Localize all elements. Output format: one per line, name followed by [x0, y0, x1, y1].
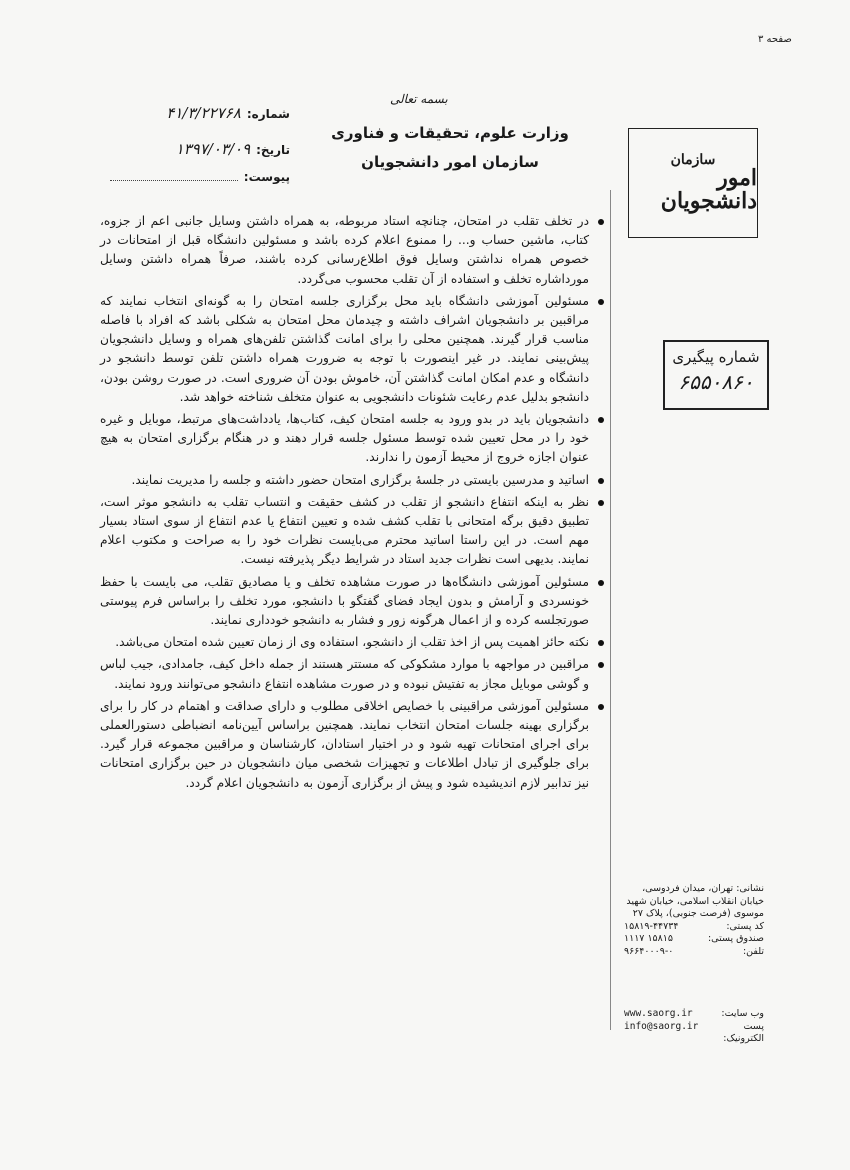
organization-logo	[628, 128, 758, 238]
footer-address	[624, 883, 764, 958]
phone-label: تلفن:	[742, 945, 764, 957]
list-item: نکته حائز اهمیت پس از اخذ تقلب از دانشجو، استفاده وی از زمان تعیین شده امتحان می‌باشد.	[100, 633, 589, 652]
margin-divider	[610, 190, 611, 1030]
logo-line2: امور دانشجویان	[660, 165, 757, 215]
page-number: صفحه ۳	[758, 34, 792, 45]
list-item: نظر به اینکه انتفاع دانشجو از تقلب در کشف حقیقت و انتساب تقلب به دانشجو موثر است، تطبیق دقیق برگه امتحانی با تقلب کشف شده و تعیین انتفاع یا عدم انتفاع از سوی استاد بسیار مهم است. در این راستا اساتید محترم می‌بایست نظرات خود را به صراحت و مکتوب اعلام نمایند. بدیهی است نظرات جدید استاد در شرایط دیگر پذیرفته نیست.	[100, 493, 589, 570]
date-label: تاریخ:	[256, 143, 290, 157]
footer-web	[624, 1008, 764, 1046]
postal-label: کد پستی:	[726, 920, 764, 932]
tracking-value: ۶۵۵۰۸۶۰	[678, 370, 754, 394]
pobox-value: ۱۵۸۱۵ ۱۱۱۷	[624, 933, 673, 944]
organization-title: سازمان امور دانشجویان	[361, 153, 539, 171]
tracking-number-box	[663, 340, 769, 410]
letter-number-row	[110, 104, 290, 122]
website-link[interactable]: www.saorg.ir	[624, 1008, 693, 1019]
website-label: وب سایت:	[721, 1008, 764, 1019]
email-link[interactable]: info@saorg.ir	[624, 1020, 699, 1032]
bismillah-heading: بسمه تعالی	[390, 92, 448, 106]
date-value: ۱۳۹۷/۰۳/۰۹	[175, 140, 251, 158]
phone-value: ۹۶۶۴۰۰۰۹-۰	[624, 945, 674, 957]
address-label: نشانی:	[736, 883, 764, 894]
list-item: مسئولین آموزشی مراقبینی با خصایص اخلاقی مطلوب و دارای صداقت و اهتمام در کار را برای برگزاری بهینه جلسات امتحان انتخاب نمایند. همچنین براساس آیین‌نامه انضباطی دستورالعملی برای اجرای امتحانات تهیه شود و در اختیار استادان، کارشناسان و مراقبین مجموعه قرار گیرد. برای جلوگیری از تبادل اطلاعات و تجهیزات شخصی میان دانشجویان در حین برگزاری امتحانات نیز تدابیر لازم اندیشیده شود و پیش از برگزاری آزمون به دانشجویان اعلام گردد.	[100, 697, 589, 793]
pobox-label: صندوق پستی:	[707, 933, 764, 944]
postal-value: ۱۵۸۱۹-۴۴۷۳۴	[624, 920, 679, 932]
ministry-title: وزارت علوم، تحقیقات و فناوری	[331, 124, 569, 142]
bullet-list	[100, 212, 605, 793]
number-label: شماره:	[246, 107, 290, 121]
attachment-label: پیوست:	[243, 170, 290, 184]
list-item: مسئولین آموزشی دانشگاه‌ها در صورت مشاهده تخلف و یا مصادیق تقلب، می بایست با حفظ خونسردی و آرامش و بدون ایجاد فضای گفتگو با دانشجو، مورد تخلف را براساس فرم پیوستی صورتجلسه کرده و از اعمال هرگونه زور و فشار به دانشجو خودداری نمایند.	[100, 573, 589, 631]
list-item: اساتید و مدرسین بایستی در جلسهٔ برگزاری امتحان حضور داشته و جلسه را مدیریت نمایند.	[100, 471, 589, 490]
attachment-row	[110, 170, 290, 184]
logo-line1: سازمان	[670, 151, 716, 168]
tracking-label: شماره پیگیری	[672, 348, 760, 366]
list-item: مسئولین آموزشی دانشگاه باید محل برگزاری جلسه امتحان را به گونه‌ای انتخاب نمایند که مراقبین بر دانشجویان اشراف داشته و چیدمان محل امتحان به شکلی باشد که افراد با فاصله مناسب قرار گیرند. همچنین محلی را برای امانت گذاشتن تلفن‌های همراه و وسایل دانشجویان پیش‌بینی نمایند. در غیر اینصورت با توجه به ضرورت همراه داشتن تلفن توسط دانشجو در دانشگاه و عدم امکان امانت گذاشتن آن، خاموش بودن آن ضروری است. در صورت روشن بودن، دانشجو بدلیل عدم رعایت شئونات دانشجویی به عنوان متخلف شناخته خواهد شد.	[100, 292, 589, 407]
email-label: پست الکترونیک:	[723, 1020, 764, 1044]
letter-body	[100, 212, 605, 796]
list-item: در تخلف تقلب در امتحان، چنانچه استاد مربوطه، به همراه داشتن وسایل جانبی اعم از جزوه، کتاب، ماشین حساب و... را ممنوع اعلام کرده باشد و مسئولین دانشگاه قبل از امتحانات در خصوص همراه نداشتن وسایل فوق اطلاع‌رسانی کرده باشند، صرفاً همراه داشتن وسایل مورداشاره تخلف و استفاده از آن تقلب محسوب می‌گردد.	[100, 212, 589, 289]
number-value: ۴۱/۳/۲۲۷۶۸	[166, 104, 241, 122]
list-item: مراقبین در مواجهه با موارد مشکوکی که مستتر هستند از جمله داخل کیف، جامدادی، جیب لباس و گوشی موبایل مجاز به تفتیش نبوده و در صورت مشاهده انتفاع دانشجو می‌توانند ورود نمایند.	[100, 655, 589, 693]
letter-date-row	[110, 140, 290, 158]
attachment-dots	[110, 170, 238, 181]
list-item: دانشجویان باید در بدو ورود به جلسه امتحان کیف، کتاب‌ها، یادداشت‌های مرتبط، موبایل و غیره خود را در محل تعیین شده توسط مسئول جلسه قرار دهند و در هنگام برگزاری امتحان به هیچ عنوان اجازه خروج از محیط آزمون را ندارند.	[100, 410, 589, 468]
address-text: تهران، میدان فردوسی، خیابان انقلاب اسلامی، خیابان شهید موسوی (فرصت جنوبی)، پلاک ۲۷	[626, 883, 764, 919]
